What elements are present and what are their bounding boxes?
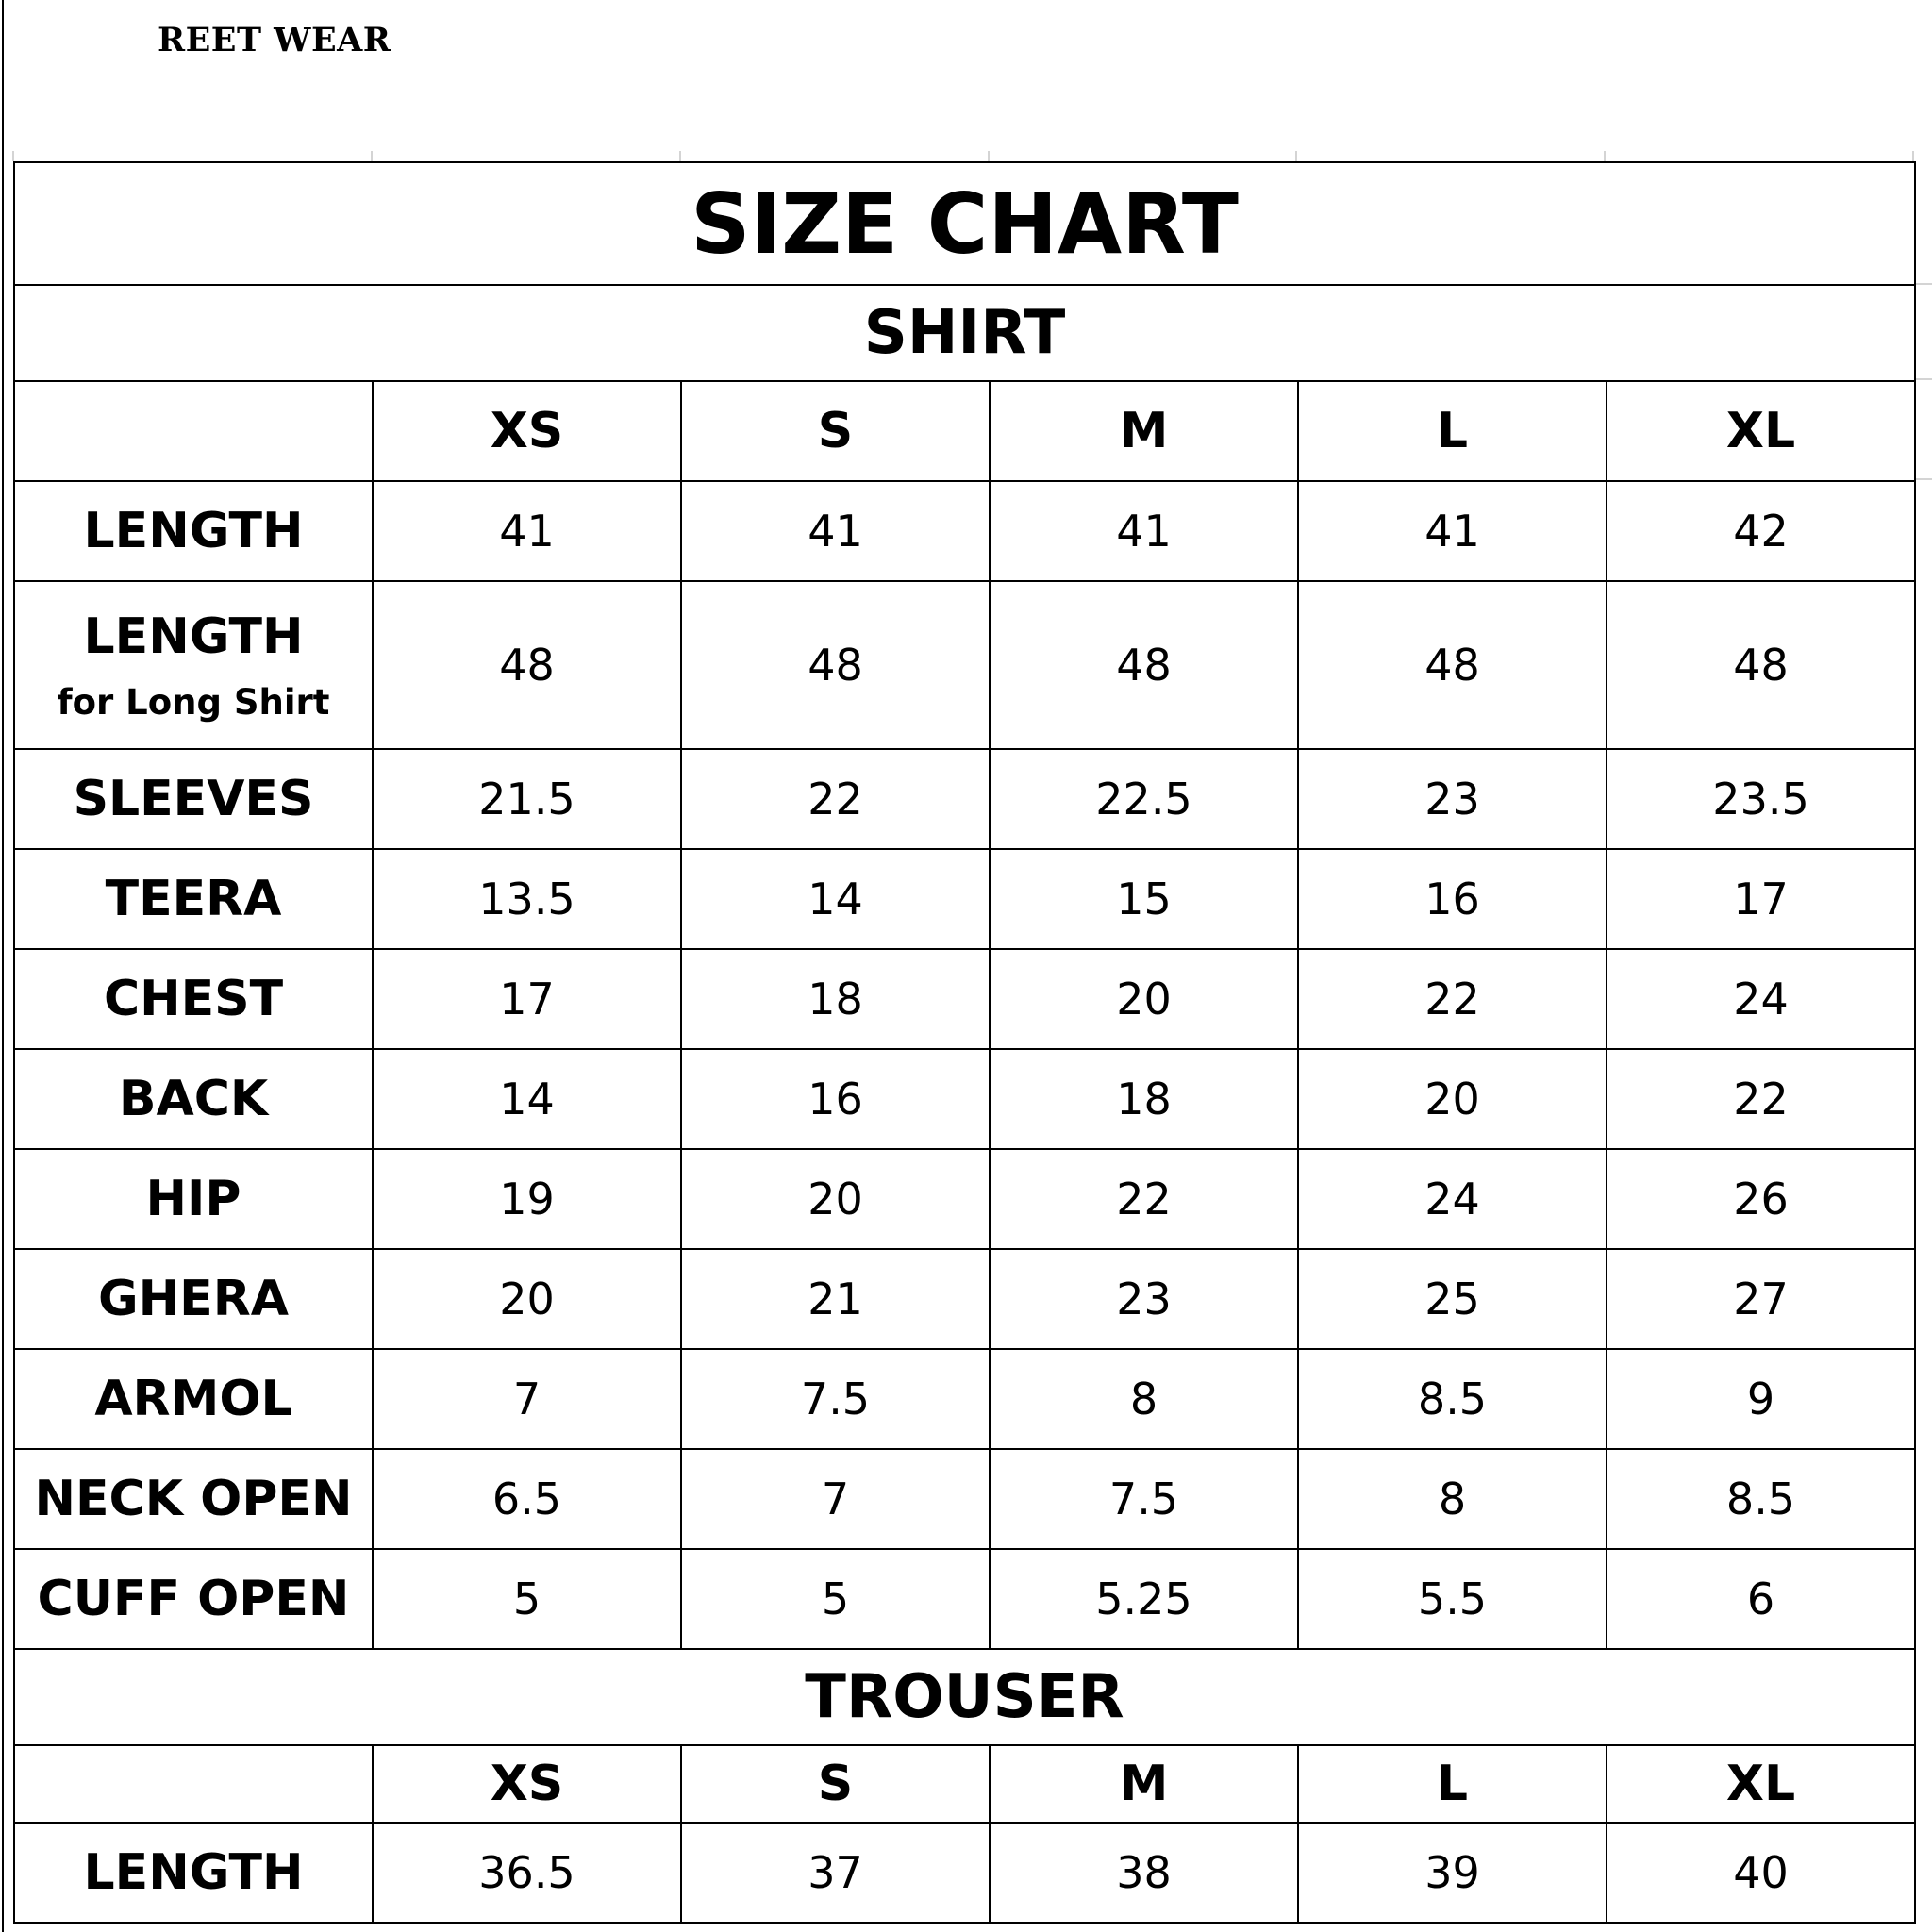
measurement-value: 38 [990,1823,1298,1923]
measurement-label: SLEEVES [14,749,373,849]
size-header-s: S [681,1745,990,1823]
measurement-label: LENGTH [14,1823,373,1923]
measurement-value: 16 [681,1049,990,1149]
measurement-value: 26 [1607,1149,1915,1249]
measurement-value: 41 [681,481,990,581]
measurement-value: 48 [1298,581,1607,749]
measurement-value: 48 [990,581,1298,749]
brand-name: REET WEAR [158,21,391,59]
measurement-value: 23.5 [1607,749,1915,849]
measurement-value: 41 [373,481,681,581]
measurement-value: 41 [990,481,1298,581]
measurement-label: GHERA [14,1249,373,1349]
measurement-value: 24 [1298,1149,1607,1249]
measurement-value: 6 [1607,1549,1915,1649]
measurement-value: 21 [681,1249,990,1349]
measurement-value: 7 [681,1449,990,1549]
table-row [14,581,1915,749]
measurement-value: 19 [373,1149,681,1249]
measurement-label: LENGTH [14,481,373,581]
measurement-value: 22 [1298,949,1607,1049]
measurement-sublabel: for Long Shirt [57,681,330,723]
measurement-value: 27 [1607,1249,1915,1349]
measurement-value: 48 [373,581,681,749]
size-header-m: M [990,381,1298,481]
measurement-value: 14 [373,1049,681,1149]
size-header-l: L [1298,381,1607,481]
measurement-value: 22.5 [990,749,1298,849]
table-row [14,481,1915,581]
trouser-size-header-row [14,1745,1915,1823]
measurement-value: 8.5 [1298,1349,1607,1449]
measurement-value: 8 [1298,1449,1607,1549]
size-chart-table [13,161,1916,1924]
size-header-xs: XS [373,381,681,481]
size-header-xl: XL [1607,381,1915,481]
measurement-label: HIP [14,1149,373,1249]
measurement-value: 24 [1607,949,1915,1049]
measurement-value: 14 [681,849,990,949]
measurement-value: 22 [1607,1049,1915,1149]
measurement-value: 5.5 [1298,1549,1607,1649]
table-row [14,749,1915,849]
shirt-section-title: SHIRT [14,285,1915,381]
table-row [14,1249,1915,1349]
table-row [14,949,1915,1049]
size-chart-title: SIZE CHART [14,162,1915,285]
size-header-s: S [681,381,990,481]
trouser-section-title: TROUSER [14,1649,1915,1745]
size-header-xl: XL [1607,1745,1915,1823]
measurement-value: 25 [1298,1249,1607,1349]
measurement-value: 23 [1298,749,1607,849]
page-left-border [2,0,4,1932]
measurement-value: 22 [990,1149,1298,1249]
measurement-value: 16 [1298,849,1607,949]
measurement-value: 48 [681,581,990,749]
measurement-value: 17 [373,949,681,1049]
measurement-value: 48 [1607,581,1915,749]
measurement-value: 23 [990,1249,1298,1349]
measurement-value: 9 [1607,1349,1915,1449]
measurement-value: 37 [681,1823,990,1923]
measurement-label: CHEST [14,949,373,1049]
measurement-value: 5 [681,1549,990,1649]
size-header-m: M [990,1745,1298,1823]
measurement-value: 20 [681,1149,990,1249]
measurement-value: 6.5 [373,1449,681,1549]
table-row [14,1349,1915,1449]
measurement-value: 22 [681,749,990,849]
measurement-label: NECK OPEN [14,1449,373,1549]
size-header-xs: XS [373,1745,681,1823]
table-row [14,849,1915,949]
table-row [14,1549,1915,1649]
measurement-value: 40 [1607,1823,1915,1923]
header-blank-cell [14,1745,373,1823]
size-header-l: L [1298,1745,1607,1823]
measurement-label: BACK [14,1049,373,1149]
measurement-label: CUFF OPEN [14,1549,373,1649]
measurement-value: 5 [373,1549,681,1649]
measurement-value: 7.5 [990,1449,1298,1549]
measurement-value: 15 [990,849,1298,949]
measurement-value: 18 [681,949,990,1049]
measurement-value: 18 [990,1049,1298,1149]
measurement-value: 5.25 [990,1549,1298,1649]
measurement-value: 39 [1298,1823,1607,1923]
measurement-value: 36.5 [373,1823,681,1923]
measurement-value: 42 [1607,481,1915,581]
shirt-size-header-row [14,381,1915,481]
table-row [14,1149,1915,1249]
table-row [14,1049,1915,1149]
measurement-value: 7 [373,1349,681,1449]
measurement-label-main: LENGTH [83,608,304,665]
measurement-value: 17 [1607,849,1915,949]
measurement-label: ARMOL [14,1349,373,1449]
measurement-value: 20 [990,949,1298,1049]
table-row [14,1449,1915,1549]
measurement-value: 20 [373,1249,681,1349]
measurement-value: 7.5 [681,1349,990,1449]
header-blank-cell [14,381,373,481]
measurement-value: 41 [1298,481,1607,581]
measurement-value: 8 [990,1349,1298,1449]
measurement-label: TEERA [14,849,373,949]
measurement-value: 13.5 [373,849,681,949]
measurement-value: 8.5 [1607,1449,1915,1549]
measurement-value: 21.5 [373,749,681,849]
table-row [14,1823,1915,1923]
measurement-label [14,581,373,749]
measurement-value: 20 [1298,1049,1607,1149]
